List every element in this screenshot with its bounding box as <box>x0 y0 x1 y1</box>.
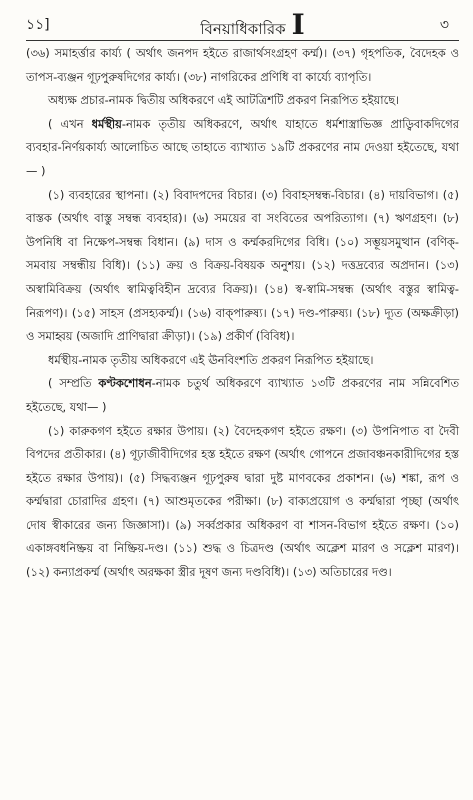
text-run: -নামক চতুর্থ অধিকরণে ব্যাখ্যাত ১৩টি প্রকরণের নাম সন্নিবেশিত হইতেছে, যথা— ) <box>26 376 459 414</box>
paragraph <box>26 42 459 89</box>
title-mark: I <box>291 7 305 41</box>
page-number-left: ১১] <box>26 17 50 33</box>
bold-term: কণ্টকশোধন <box>98 376 152 391</box>
running-title-text: বিনয়াধিকারিক <box>200 19 286 38</box>
text-run: (৩৬) সমাহর্ত্তার কার্য্য ( অর্থাৎ জনপদ হইতে রাজার্থসংগ্রহণ কর্ম্ম)। (৩৭) গৃহপতিক, বৈদেহক ও তাপস-ব্যঞ্জন গূঢ়পুরুষদিগের কার্য্য। (৩৮) নাগরিকের প্রণিধি বা কার্য্যে ব্যাপৃতি। <box>26 46 459 84</box>
paragraph <box>26 184 459 349</box>
text-run: -নামক তৃতীয় অধিকরণে, অর্থাৎ যাহাতে ধর্মশাস্ত্রাভিজ্ঞ প্রাড্বিবাকদিগের ব্যবহার-নির্ণয়কার্য্য আলোচিত আছে তাহাতে ব্যাখ্যাত ১৯টি প্রকরণের নাম দেওয়া হইতেছে, যথা— ) <box>26 116 459 178</box>
text-run: ( এখন <box>48 116 92 131</box>
page-number-right: ৩ <box>439 17 449 33</box>
text-run: (১) ব্যবহারের স্থাপনা। (২) বিবাদপদের বিচার। (৩) বিবাহসম্বন্ধ-বিচার। (৪) দায়বিভাগ। (৫) বাস্তক (অর্থাৎ বাস্তু সম্বন্ধ ব্যবহার)। (৬) সময়ের বা সংবিতের অপরিত্যাগ। (৭) ঋণগ্রহণ। (৮) উপনিধি বা নিক্ষেপ-সম্বন্ধ বিধান। (৯) দাস ও কর্ম্মকরদিগের বিধি। (১০) সম্ভূয়সমুত্থান (বণিক্-সমবায় সম্বন্ধীয় বিধি)। (১১) ক্রয় ও বিক্রয়-বিষয়ক অনুশয়। (১২) দত্তদ্রব্যের অপ্রদান। (১৩) অস্বামিবিক্রয় (অর্থাৎ স্বামিত্ববিহীন দ্রব্যের বিক্রয়)। (১৪) স্ব-স্বামি-সম্বন্ধ (অর্থাৎ বস্তুর স্বামিত্ব-নিরূপণ)। (১৫) সাহস (প্রসহ্যকর্ম্ম)। (১৬) বাক্পারুষ্য। (১৭) দণ্ড-পারুষ্য। (১৮) দ্যূত (অক্ষক্রীড়া) ও সমাহ্বয় (অজাদি প্রাণিদ্বারা ক্রীড়া)। (১৯) প্রকীর্ণ (বিবিধ)। <box>26 187 459 344</box>
running-title <box>86 8 419 43</box>
paragraph <box>26 89 459 113</box>
paragraph <box>26 349 459 373</box>
page-header <box>26 7 459 41</box>
text-run: ধর্মস্থীয়-নামক তৃতীয় অধিকরণে এই ঊনবিংশতি প্রকরণ নিরূপিত হইয়াছে। <box>48 352 374 367</box>
bold-term: ধর্মস্থীয় <box>91 116 122 131</box>
text-run: অধ্যক্ষ প্রচার-নামক দ্বিতীয় অধিকরণে এই আটত্রিশটি প্রকরণ নিরূপিত হইয়াছে। <box>48 93 400 108</box>
paragraph <box>26 420 459 585</box>
paragraph <box>26 113 459 184</box>
paragraph <box>26 372 459 419</box>
page-body <box>26 42 459 585</box>
text-run: ( সম্প্রতি <box>48 376 99 391</box>
text-run: (১) কারুকগণ হইতে রক্ষার উপায়। (২) বৈদেহকগণ হইতে রক্ষণ। (৩) উপনিপাত বা দৈবী বিপদের প্রতীকার। (৪) গূঢ়াজীবীদিগের হস্ত হইতে রক্ষণ (অর্থাৎ গোপনে প্রজাবঞ্চনকারীদিগের হস্ত হইতে রক্ষার উপায়)। (৫) সিদ্ধব্যঞ্জন গূঢ়পুরুষ দ্বারা দুষ্ট মাণবকের প্রকাশন। (৬) শঙ্কা, রূপ ও কর্ম্মদ্বারা চোরাদির গ্রহণ। (৭) আশুমৃতকের পরীক্ষা। (৮) বাক্যপ্রয়োগ ও কর্ম্মদ্বারা পৃচ্ছা (অর্থাৎ দোষ স্বীকারের জন্য জিজ্ঞাসা)। (৯) সর্ব্বপ্রকার অধিকরণ বা শাসন-বিভাগ হইতে রক্ষণ। (১০) একাঙ্গবধনিষ্ক্রয় বা নিষ্ক্রিয়-দণ্ড। (১১) শুদ্ধ ও চিত্রদণ্ড (অর্থাৎ অক্লেশ মারণ ও সক্লেশ মারণ)। (১২) কন্যাপ্রকর্ম্ম (অর্থাৎ অরক্ষকা স্ত্রীর দূষণ জন্য দণ্ডবিধি)। (১৩) অতিচারের দণ্ড। <box>26 423 459 580</box>
